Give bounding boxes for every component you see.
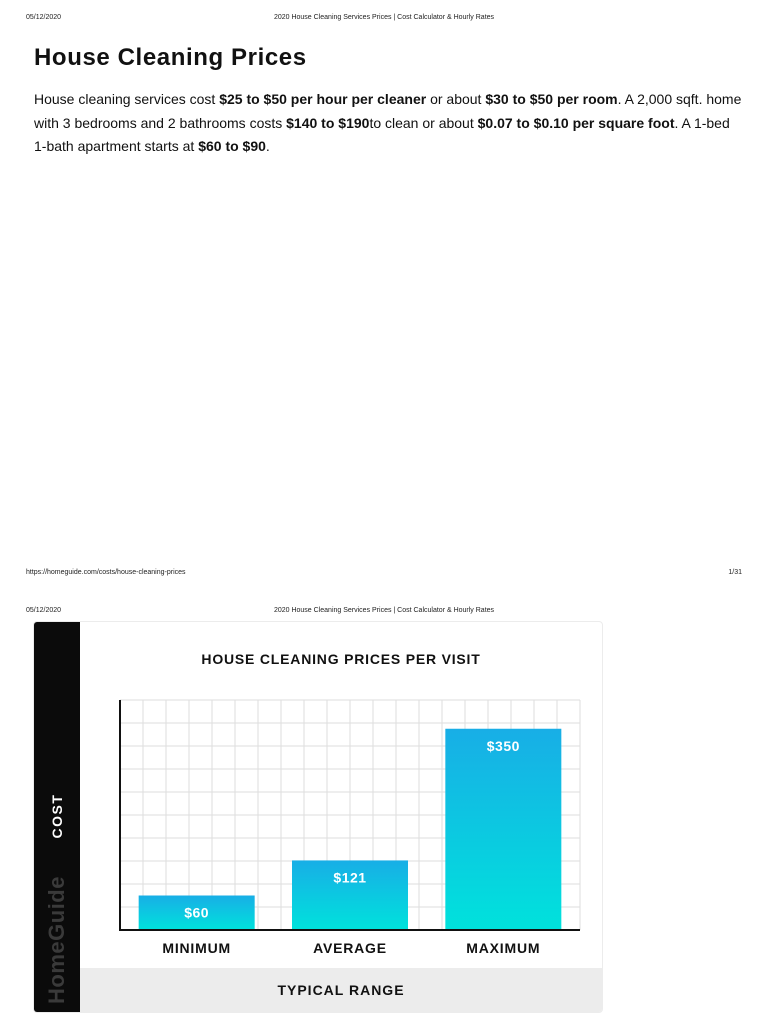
price-infographic (34, 622, 602, 1012)
x-tick-label: MINIMUM (162, 940, 231, 956)
bar-maximum (445, 729, 561, 930)
intro-text: . A 1-bed 1-bath apartment starts at (34, 114, 730, 154)
intro-highlight: $25 to $50 per hour per cleaner (219, 91, 427, 107)
intro-highlight: $0.07 to $0.10 per square foot (477, 114, 675, 131)
chart-title: HOUSE CLEANING PRICES PER VISIT (201, 651, 481, 667)
print-date: 05/12/2020 (26, 607, 62, 614)
article-title: House Cleaning Prices (34, 44, 307, 71)
bar-value-label: $121 (333, 869, 367, 886)
print-date: 05/12/2020 (26, 14, 62, 21)
intro-text: . (265, 138, 270, 154)
print-page-number: 1/31 (728, 569, 742, 576)
y-axis-label: COST (49, 793, 65, 839)
x-tick-label: MAXIMUM (466, 940, 541, 956)
x-axis-band (80, 968, 602, 1012)
print-page-title: 2020 House Cleaning Services Prices | Cost Calculator & Hourly Rates (273, 14, 495, 21)
intro-text: or about (426, 91, 486, 107)
intro-highlight: $140 to $190 (286, 114, 370, 131)
bar-chart (80, 622, 602, 968)
print-page-title: 2020 House Cleaning Services Prices | Cost Calculator & Hourly Rates (273, 607, 495, 614)
article-intro (34, 88, 742, 159)
intro-highlight: $60 to $90 (198, 138, 266, 154)
x-axis-label: TYPICAL RANGE (277, 982, 405, 998)
intro-text: . A 2,000 sqft. home with 3 bedrooms and 2 bathrooms costs (34, 91, 742, 131)
bar-value-label: $60 (184, 904, 210, 921)
intro-text: to clean or about (369, 114, 478, 131)
intro-highlight: $30 to $50 per room (485, 91, 618, 107)
infographic-side-band (34, 622, 80, 1012)
x-tick-label: AVERAGE (313, 940, 387, 956)
print-url[interactable]: https://homeguide.com/costs/house-cleaning-prices (26, 569, 186, 576)
bar-value-label: $350 (486, 737, 520, 754)
brand-logo: HomeGuide (44, 876, 69, 1004)
intro-text: House cleaning services cost (34, 91, 220, 107)
